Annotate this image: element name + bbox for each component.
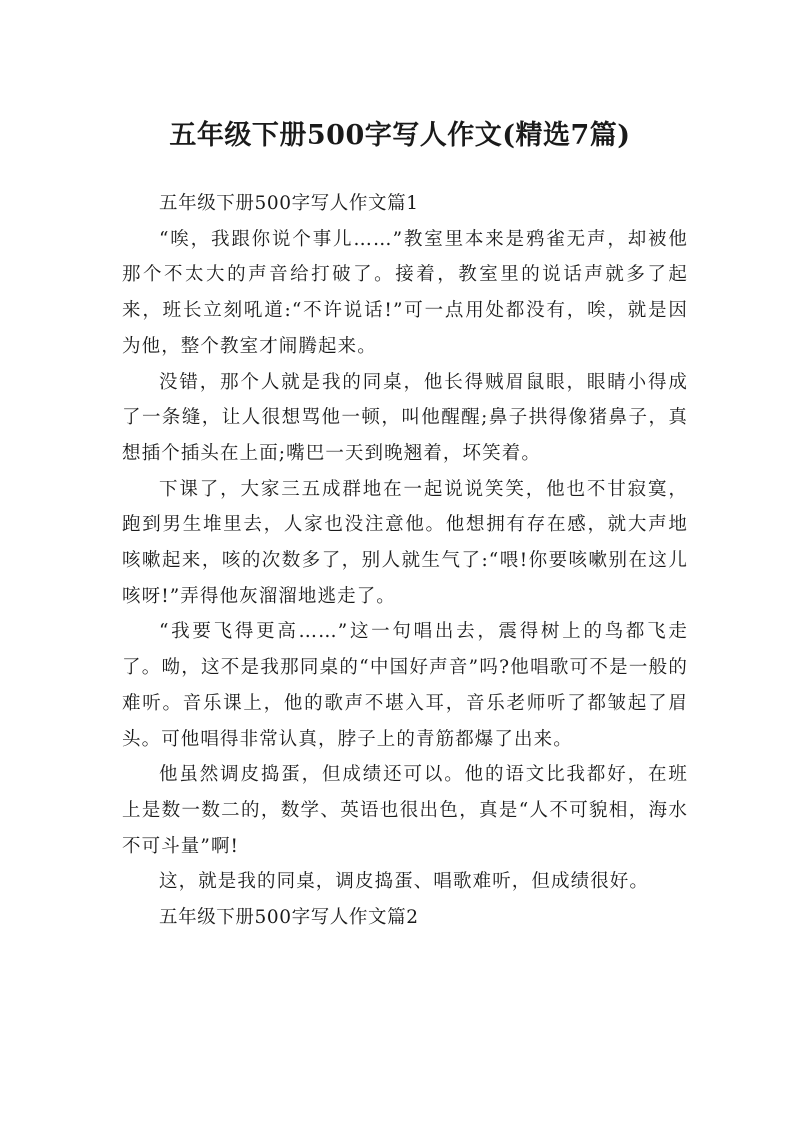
section-heading: 五年级下册500字写人作文篇1 xyxy=(159,193,419,214)
paragraph: 这，就是我的同桌，调皮捣蛋、唱歌难听，但成绩很好。 xyxy=(159,871,650,893)
paragraph: “唉，我跟你说个事儿……”教室里本来是鸦雀无声，却被他那个不太大的声音给打破了。接着，教室里的说话声就多了起来，班长立刻吼道:“不许说话!”可一点用处都没有，唉，就是因为他，整个教室才闹腾起来。 xyxy=(122,228,688,357)
document-body xyxy=(122,186,688,936)
document-title: 五年级下册500字写人作文(精选7篇) xyxy=(169,120,631,152)
section-heading: 五年级下册500字写人作文篇2 xyxy=(159,907,419,929)
paragraph: 他虽然调皮捣蛋，但成绩还可以。他的语文比我都好，在班上是数一数二的，数学、英语也很出色，真是“人不可貌相，海水不可斗量”啊! xyxy=(122,764,688,857)
paragraph: 下课了，大家三五成群地在一起说说笑笑，他也不甘寂寞，跑到男生堆里去，人家也没注意他。他想拥有存在感，就大声地咳嗽起来，咳的次数多了，别人就生气了:“喂!你要咳嗽别在这儿咳呀!”弄得他灰溜溜地逃走了。 xyxy=(122,478,688,607)
paragraph: “我要飞得更高……”这一句唱出去，震得树上的鸟都飞走了。呦，这不是我那同桌的“中国好声音”吗?他唱歌可不是一般的难听。音乐课上，他的歌声不堪入耳，音乐老师听了都皱起了眉头。可他唱得非常认真，脖子上的青筋都爆了出来。 xyxy=(122,621,688,750)
paragraph: 没错，那个人就是我的同桌，他长得贼眉鼠眼，眼睛小得成了一条缝，让人很想骂他一顿，叫他醒醒;鼻子拱得像猪鼻子，真想插个插头在上面;嘴巴一天到晚翘着，坏笑着。 xyxy=(122,371,688,464)
